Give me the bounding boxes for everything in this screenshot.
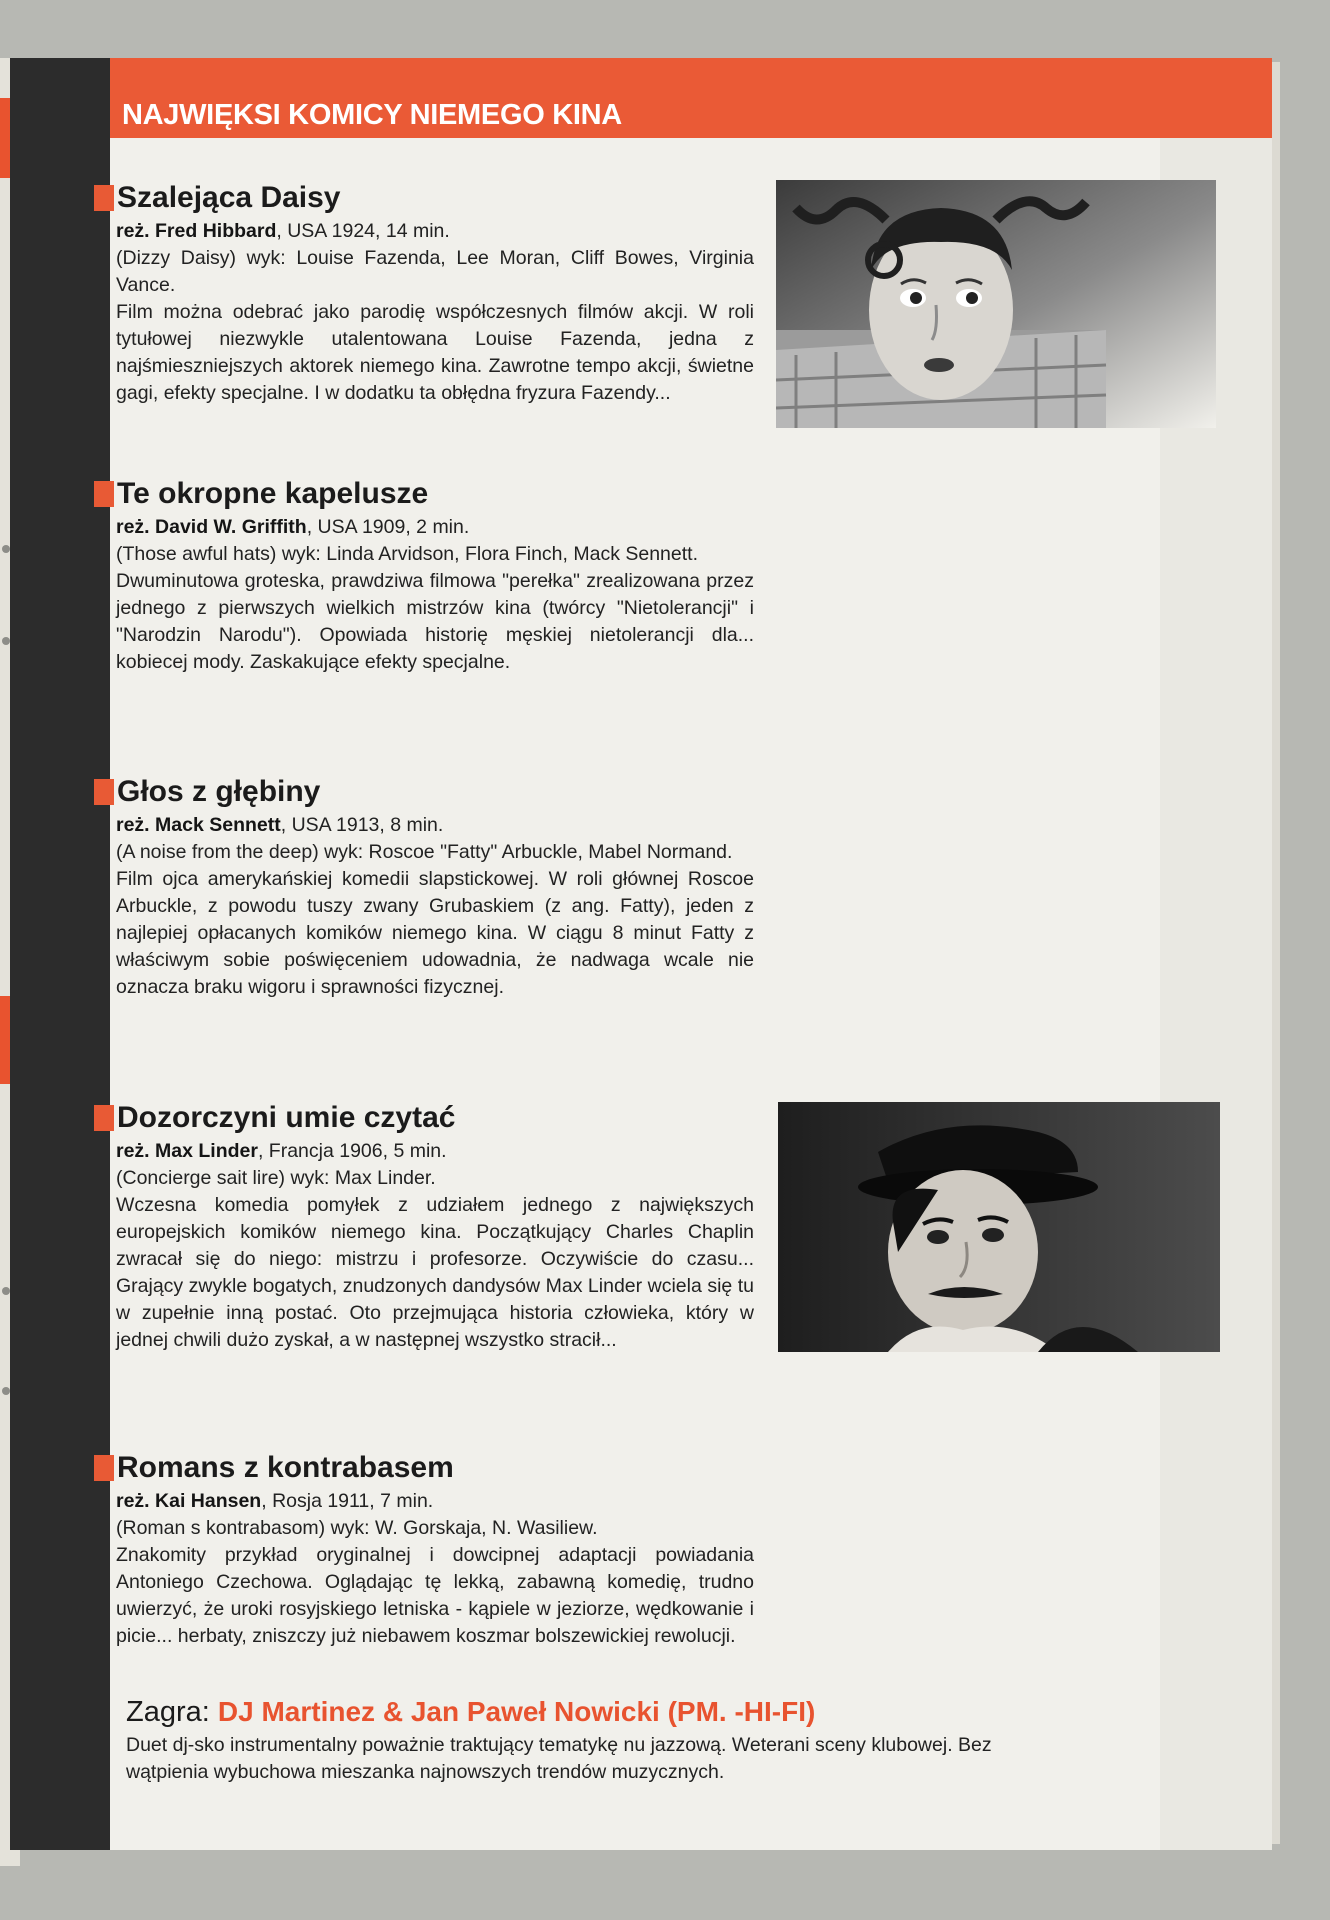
music-section [126,1694,1026,1786]
film-entry [94,1450,754,1650]
film-title [94,1100,754,1136]
film-origin: , Rosja 1911, 7 min. [261,1490,434,1512]
film-title [94,476,754,512]
bullet-square [94,1455,114,1481]
music-heading [126,1694,1026,1730]
film-description: Znakomity przykład oryginalnej i dowcipnej adaptacji powiadania Antoniego Czechowa. Oglądając tę lekką, zabawną komedię, trudno uwierzyć, że uroki rosyjskiego letniska - kąpiele w jeziorze, wędkowanie i picie... herbaty, zniszczy już niebawem koszmar bolszewickiej rewolucji. [116,1544,754,1647]
film-origin: , USA 1924, 14 min. [276,220,450,242]
film-title-text: Romans z kontrabasem [117,1451,454,1484]
film-director: reż. Fred Hibbard [116,220,277,242]
film-title-text: Dozorczyni umie czytać [117,1101,456,1134]
film-entry [94,476,754,676]
film-title-text: Szalejąca Daisy [117,181,341,214]
film-still-linder [778,1102,1220,1352]
film-title-text: Głos z głębiny [117,775,321,808]
music-description: Duet dj-sko instrumentalny poważnie traktujący tematykę nu jazzową. Weterani sceny klubowej. Bez wątpienia wybuchowa mieszanka najnowszych trendów muzycznych. [126,1734,992,1783]
film-title-text: Te okropne kapelusze [117,477,429,510]
film-origin: , USA 1909, 2 min. [306,516,470,538]
film-credits [116,1138,754,1165]
film-cast: (A noise from the deep) wyk: Roscoe "Fatty" Arbuckle, Mabel Normand. [116,841,733,863]
film-description: Wczesna komedia pomyłek z udziałem jednego z największych europejskich komików niemego kina. Początkujący Charles Chaplin zwracał się do niego: mistrzu i profesorze. Oczywiście do czasu... Grający zwykle bogatych, znudzonych dandysów Max Linder wciela się tu w zupełnie inną postać. Oto przejmująca historia człowieka, który w jednej chwili dużo zyskał, a w następnej wszystko stracił... [116,1194,754,1351]
film-cast: (Those awful hats) wyk: Linda Arvidson, Flora Finch, Mack Sennett. [116,543,699,565]
staple [2,1287,10,1295]
film-origin: , USA 1913, 8 min. [280,814,444,836]
film-still-daisy [776,180,1216,428]
staple [2,637,10,645]
music-artist: DJ Martinez & Jan Paweł Nowicki (PM. -HI-FI) [217,1696,816,1727]
film-director: reż. Kai Hansen [116,1490,262,1512]
film-title [94,774,754,810]
film-title [94,1450,754,1486]
film-director: reż. Mack Sennett [116,814,281,836]
page-title: NAJWIĘKSI KOMICY NIEMEGO KINA [122,99,622,131]
bullet-square [94,1105,114,1131]
film-description: Dwuminutowa groteska, prawdziwa filmowa "perełka" zrealizowana przez jednego z pierwszych wielkich mistrzów kina (twórcy "Nietolerancji" i "Narodzin Narodu"). Opowiada historię męskiej nietolerancji dla... kobiecej mody. Zaskakujące efekty specjalne. [116,570,754,673]
film-cast: (Concierge sait lire) wyk: Max Linder. [116,1167,436,1189]
film-description: Film ojca amerykańskiej komedii slapstickowej. W roli głównej Roscoe Arbuckle, z powodu tuszy zwany Grubaskiem (z ang. Fatty), jeden z najlepiej opłacanych komików niemego kina. W ciągu 8 minut Fatty z właściwym sobie poświęceniem udowadnia, że nadwaga wcale nie oznacza braku wigoru i sprawności fizycznej. [116,868,754,998]
bullet-square [94,481,114,507]
bullet-square [94,779,114,805]
staple [2,1387,10,1395]
film-credits [116,812,754,839]
film-credits [116,218,754,245]
bullet-square [94,185,114,211]
film-entry [94,180,754,407]
brochure-page [10,58,1272,1850]
film-cast: (Roman s kontrabasom) wyk: W. Gorskaja, N. Wasiliew. [116,1517,598,1539]
film-description: Film można odebrać jako parodię współczesnych filmów akcji. W roli tytułowej niezwykle utalentowana Louise Fazenda, jedna z najśmieszniejszych aktorek niemego kina. Zawrotne tempo akcji, świetne gagi, efekty specjalne. I w dodatku ta obłędna fryzura Fazendy... [116,301,754,404]
film-credits [116,1488,754,1515]
header-bar [110,58,1272,138]
film-cast: (Dizzy Daisy) wyk: Louise Fazenda, Lee Moran, Cliff Bowes, Virginia Vance. [116,247,754,296]
film-director: reż. David W. Griffith [116,516,307,538]
film-origin: , Francja 1906, 5 min. [257,1140,447,1162]
music-label: Zagra: [126,1696,210,1728]
film-entry [94,1100,754,1354]
staple [2,545,10,553]
film-credits [116,514,754,541]
film-entry [94,774,754,1001]
film-director: reż. Max Linder [116,1140,258,1162]
film-title [94,180,754,216]
